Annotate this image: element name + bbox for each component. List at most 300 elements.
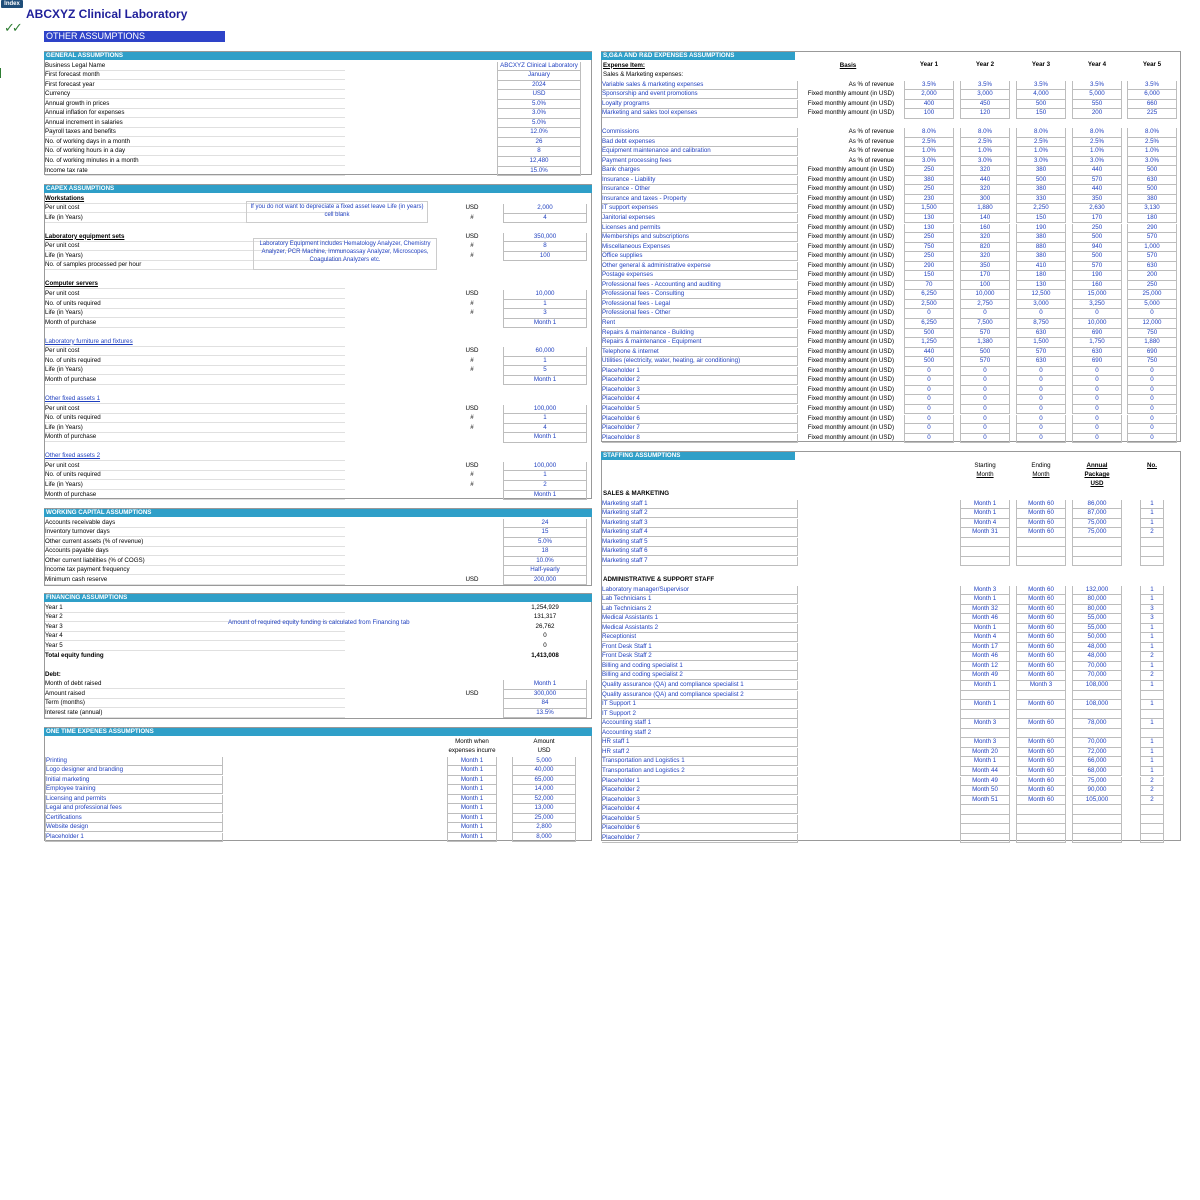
capex-value[interactable]: 100,000 [503, 405, 587, 415]
sga-year-value[interactable]: 180 [1127, 214, 1177, 224]
sga-year-value[interactable]: 0 [1127, 395, 1177, 405]
sga-year-value[interactable]: 6,250 [904, 319, 954, 329]
staff-start[interactable]: Month 17 [960, 643, 1010, 653]
sga-year-value[interactable]: 0 [904, 434, 954, 444]
staff-start[interactable] [960, 805, 1010, 815]
working-capital-value[interactable]: 18 [503, 547, 587, 557]
staff-start[interactable]: Month 20 [960, 748, 1010, 758]
capex-value[interactable]: 4 [503, 424, 587, 434]
sga-year-value[interactable]: 380 [1016, 252, 1066, 262]
staff-start[interactable] [960, 824, 1010, 834]
staff-start[interactable]: Month 1 [960, 509, 1010, 519]
staff-start[interactable]: Month 51 [960, 796, 1010, 806]
staff-count[interactable] [1140, 710, 1164, 720]
staff-package[interactable]: 78,000 [1072, 719, 1122, 729]
sga-year-value[interactable]: 3,130 [1127, 204, 1177, 214]
sga-year-value[interactable]: 0 [904, 309, 954, 319]
staff-count[interactable] [1140, 691, 1164, 701]
staff-end[interactable]: Month 60 [1016, 519, 1066, 529]
staff-count[interactable] [1140, 815, 1164, 825]
staff-count[interactable] [1140, 547, 1164, 557]
sga-year-value[interactable]: 570 [1072, 176, 1122, 186]
staff-end[interactable]: Month 60 [1016, 614, 1066, 624]
sga-year-value[interactable]: 380 [1016, 166, 1066, 176]
sga-year-value[interactable]: 3.5% [904, 81, 954, 91]
sga-year-value[interactable]: 0 [904, 376, 954, 386]
staff-count[interactable]: 3 [1140, 605, 1164, 615]
working-capital-value[interactable]: 200,000 [503, 576, 587, 586]
sga-year-value[interactable]: 570 [1072, 262, 1122, 272]
staff-count[interactable] [1140, 824, 1164, 834]
staff-count[interactable]: 1 [1140, 509, 1164, 519]
staff-count[interactable]: 1 [1140, 719, 1164, 729]
staff-end[interactable]: Month 60 [1016, 738, 1066, 748]
sga-year-value[interactable]: 0 [960, 415, 1010, 425]
staff-end[interactable]: Month 3 [1016, 681, 1066, 691]
sga-year-value[interactable]: 0 [1127, 309, 1177, 319]
sga-year-value[interactable]: 630 [1127, 176, 1177, 186]
staff-end[interactable] [1016, 547, 1066, 557]
sga-year-value[interactable]: 1,880 [960, 204, 1010, 214]
sga-year-value[interactable]: 250 [1127, 281, 1177, 291]
sga-year-value[interactable]: 0 [904, 405, 954, 415]
staff-start[interactable]: Month 12 [960, 662, 1010, 672]
staff-count[interactable]: 1 [1140, 738, 1164, 748]
staff-start[interactable] [960, 538, 1010, 548]
one-time-month[interactable]: Month 1 [447, 766, 497, 776]
sga-year-value[interactable]: 0 [1016, 405, 1066, 415]
one-time-month[interactable]: Month 1 [447, 795, 497, 805]
sga-year-value[interactable]: 0 [1072, 415, 1122, 425]
sga-year-value[interactable]: 1.0% [1127, 147, 1177, 157]
capex-value[interactable]: 1 [503, 357, 587, 367]
general-value[interactable]: 8 [497, 147, 581, 157]
staff-start[interactable]: Month 49 [960, 671, 1010, 681]
sga-year-value[interactable]: 1,880 [1127, 338, 1177, 348]
debt-value[interactable]: 84 [503, 699, 587, 709]
staff-package[interactable]: 75,000 [1072, 777, 1122, 787]
sga-year-value[interactable]: 380 [1127, 195, 1177, 205]
sga-year-value[interactable]: 0 [960, 367, 1010, 377]
sga-year-value[interactable]: 1,500 [904, 204, 954, 214]
sga-year-value[interactable]: 0 [1016, 434, 1066, 444]
sga-year-value[interactable]: 500 [904, 357, 954, 367]
sga-year-value[interactable]: 12,000 [1127, 319, 1177, 329]
sga-year-value[interactable]: 8.0% [1072, 128, 1122, 138]
sga-year-value[interactable]: 400 [904, 100, 954, 110]
one-time-month[interactable]: Month 1 [447, 804, 497, 814]
staff-count[interactable] [1140, 729, 1164, 739]
sga-year-value[interactable]: 2.5% [1016, 138, 1066, 148]
staff-package[interactable] [1072, 691, 1122, 701]
sga-year-value[interactable]: 630 [1127, 262, 1177, 272]
sga-year-value[interactable]: 3,000 [1016, 300, 1066, 310]
capex-value[interactable]: 2 [503, 481, 587, 491]
sga-year-value[interactable]: 0 [1072, 386, 1122, 396]
staff-end[interactable]: Month 60 [1016, 757, 1066, 767]
staff-package[interactable]: 80,000 [1072, 605, 1122, 615]
staff-end[interactable]: Month 60 [1016, 643, 1066, 653]
sga-year-value[interactable]: 0 [1016, 376, 1066, 386]
capex-value[interactable]: 100 [503, 252, 587, 262]
debt-value[interactable]: 13.5% [503, 709, 587, 719]
sga-year-value[interactable]: 120 [960, 109, 1010, 119]
sga-year-value[interactable]: 500 [960, 348, 1010, 358]
sga-year-value[interactable]: 140 [960, 214, 1010, 224]
staff-package[interactable] [1072, 824, 1122, 834]
sga-year-value[interactable]: 570 [1127, 252, 1177, 262]
sga-year-value[interactable]: 3.0% [904, 157, 954, 167]
general-value[interactable]: 12,480 [497, 157, 581, 167]
sga-year-value[interactable]: 3,250 [1072, 300, 1122, 310]
general-value[interactable]: January [497, 71, 581, 81]
staff-package[interactable]: 70,000 [1072, 671, 1122, 681]
staff-package[interactable]: 68,000 [1072, 767, 1122, 777]
staff-end[interactable] [1016, 538, 1066, 548]
staff-package[interactable] [1072, 834, 1122, 844]
staff-count[interactable]: 2 [1140, 671, 1164, 681]
sga-year-value[interactable]: 690 [1127, 348, 1177, 358]
sga-year-value[interactable]: 0 [960, 395, 1010, 405]
staff-package[interactable]: 75,000 [1072, 528, 1122, 538]
staff-end[interactable]: Month 60 [1016, 652, 1066, 662]
sga-year-value[interactable]: 570 [1127, 233, 1177, 243]
staff-start[interactable]: Month 3 [960, 719, 1010, 729]
sga-year-value[interactable]: 820 [960, 243, 1010, 253]
staff-end[interactable] [1016, 557, 1066, 567]
general-value[interactable]: ABCXYZ Clinical Laboratory [497, 62, 581, 72]
staff-package[interactable]: 105,000 [1072, 796, 1122, 806]
sga-year-value[interactable]: 170 [960, 271, 1010, 281]
sga-year-value[interactable]: 0 [1072, 395, 1122, 405]
sga-year-value[interactable]: 440 [1072, 185, 1122, 195]
sga-year-value[interactable]: 380 [1016, 233, 1066, 243]
staff-start[interactable]: Month 1 [960, 500, 1010, 510]
sga-year-value[interactable]: 2.5% [1127, 138, 1177, 148]
sga-year-value[interactable]: 0 [1016, 424, 1066, 434]
staff-end[interactable] [1016, 834, 1066, 844]
sga-year-value[interactable]: 3.5% [1072, 81, 1122, 91]
sga-year-value[interactable]: 150 [1016, 214, 1066, 224]
sga-year-value[interactable]: 690 [1072, 357, 1122, 367]
capex-value[interactable]: 1 [503, 300, 587, 310]
general-value[interactable]: 15.0% [497, 167, 581, 177]
staff-end[interactable]: Month 60 [1016, 662, 1066, 672]
sga-year-value[interactable]: 0 [904, 415, 954, 425]
staff-end[interactable]: Month 60 [1016, 605, 1066, 615]
staff-start[interactable]: Month 1 [960, 757, 1010, 767]
sga-year-value[interactable]: 0 [904, 395, 954, 405]
staff-start[interactable] [960, 557, 1010, 567]
sga-year-value[interactable]: 0 [1072, 424, 1122, 434]
sga-year-value[interactable]: 5,000 [1072, 90, 1122, 100]
staff-end[interactable] [1016, 805, 1066, 815]
sga-year-value[interactable]: 0 [1072, 434, 1122, 444]
sga-year-value[interactable]: 130 [904, 214, 954, 224]
sga-year-value[interactable]: 3.0% [960, 157, 1010, 167]
sga-year-value[interactable]: 500 [1016, 100, 1066, 110]
staff-package[interactable] [1072, 547, 1122, 557]
staff-count[interactable] [1140, 557, 1164, 567]
sga-year-value[interactable]: 0 [904, 367, 954, 377]
sga-year-value[interactable]: 0 [1127, 405, 1177, 415]
staff-package[interactable]: 87,000 [1072, 509, 1122, 519]
sga-year-value[interactable]: 100 [960, 281, 1010, 291]
sga-year-value[interactable]: 0 [1072, 376, 1122, 386]
sga-year-value[interactable]: 250 [904, 185, 954, 195]
sga-year-value[interactable]: 660 [1127, 100, 1177, 110]
sga-year-value[interactable]: 500 [1127, 185, 1177, 195]
staff-end[interactable]: Month 60 [1016, 528, 1066, 538]
sga-year-value[interactable]: 380 [904, 176, 954, 186]
one-time-amount[interactable]: 40,000 [512, 766, 576, 776]
sga-year-value[interactable]: 150 [1016, 109, 1066, 119]
sga-year-value[interactable]: 15,000 [1072, 290, 1122, 300]
sga-year-value[interactable]: 500 [1016, 176, 1066, 186]
sga-year-value[interactable]: 500 [1072, 252, 1122, 262]
staff-package[interactable]: 50,000 [1072, 633, 1122, 643]
one-time-amount[interactable]: 25,000 [512, 814, 576, 824]
capex-value[interactable]: 2,000 [503, 204, 587, 214]
sga-year-value[interactable]: 320 [960, 252, 1010, 262]
staff-start[interactable] [960, 729, 1010, 739]
sga-year-value[interactable]: 1.0% [1072, 147, 1122, 157]
sga-year-value[interactable]: 250 [904, 166, 954, 176]
staff-count[interactable]: 1 [1140, 748, 1164, 758]
staff-package[interactable]: 108,000 [1072, 681, 1122, 691]
staff-end[interactable]: Month 60 [1016, 500, 1066, 510]
sga-year-value[interactable]: 150 [904, 271, 954, 281]
staff-end[interactable]: Month 60 [1016, 671, 1066, 681]
sga-year-value[interactable]: 380 [1016, 185, 1066, 195]
staff-count[interactable] [1140, 834, 1164, 844]
sga-year-value[interactable]: 180 [1016, 271, 1066, 281]
sga-year-value[interactable]: 0 [1127, 386, 1177, 396]
sga-year-value[interactable]: 0 [1016, 386, 1066, 396]
sga-year-value[interactable]: 3.5% [1127, 81, 1177, 91]
staff-count[interactable]: 1 [1140, 595, 1164, 605]
sga-year-value[interactable]: 200 [1127, 271, 1177, 281]
staff-package[interactable]: 108,000 [1072, 700, 1122, 710]
sga-year-value[interactable]: 290 [904, 262, 954, 272]
one-time-amount[interactable]: 52,000 [512, 795, 576, 805]
debt-value[interactable]: Month 1 [503, 680, 587, 690]
staff-package[interactable]: 75,000 [1072, 519, 1122, 529]
capex-value[interactable]: 4 [503, 214, 587, 224]
sga-year-value[interactable]: 500 [1072, 233, 1122, 243]
staff-count[interactable] [1140, 805, 1164, 815]
staff-end[interactable]: Month 60 [1016, 719, 1066, 729]
one-time-amount[interactable]: 13,000 [512, 804, 576, 814]
staff-end[interactable]: Month 60 [1016, 624, 1066, 634]
general-value[interactable]: 12.0% [497, 128, 581, 138]
staff-start[interactable]: Month 50 [960, 786, 1010, 796]
sga-year-value[interactable]: 1.0% [904, 147, 954, 157]
sga-year-value[interactable]: 3.0% [1127, 157, 1177, 167]
one-time-month[interactable]: Month 1 [447, 833, 497, 843]
capex-value[interactable]: Month 1 [503, 319, 587, 329]
staff-count[interactable]: 1 [1140, 643, 1164, 653]
sga-year-value[interactable]: 880 [1016, 243, 1066, 253]
staff-end[interactable]: Month 60 [1016, 767, 1066, 777]
sga-year-value[interactable]: 3.5% [960, 81, 1010, 91]
sga-year-value[interactable]: 440 [904, 348, 954, 358]
staff-package[interactable]: 72,000 [1072, 748, 1122, 758]
general-value[interactable]: 2024 [497, 81, 581, 91]
staff-end[interactable]: Month 60 [1016, 786, 1066, 796]
sga-year-value[interactable]: 160 [1072, 281, 1122, 291]
staff-package[interactable] [1072, 538, 1122, 548]
one-time-amount[interactable]: 14,000 [512, 785, 576, 795]
staff-start[interactable]: Month 3 [960, 738, 1010, 748]
one-time-amount[interactable]: 8,000 [512, 833, 576, 843]
staff-end[interactable] [1016, 710, 1066, 720]
sga-year-value[interactable]: 6,250 [904, 290, 954, 300]
sga-year-value[interactable]: 3.5% [1016, 81, 1066, 91]
sga-year-value[interactable]: 350 [960, 262, 1010, 272]
sga-year-value[interactable]: 6,000 [1127, 90, 1177, 100]
sga-year-value[interactable]: 160 [960, 224, 1010, 234]
sga-year-value[interactable]: 8.0% [904, 128, 954, 138]
staff-start[interactable]: Month 1 [960, 700, 1010, 710]
staff-package[interactable]: 132,000 [1072, 586, 1122, 596]
staff-end[interactable]: Month 60 [1016, 586, 1066, 596]
staff-end[interactable]: Month 60 [1016, 509, 1066, 519]
sga-year-value[interactable]: 0 [1016, 415, 1066, 425]
sga-year-value[interactable]: 0 [960, 386, 1010, 396]
sga-year-value[interactable]: 500 [1127, 166, 1177, 176]
sga-year-value[interactable]: 1.0% [960, 147, 1010, 157]
staff-count[interactable]: 2 [1140, 786, 1164, 796]
staff-count[interactable]: 2 [1140, 652, 1164, 662]
index-tab[interactable]: Index [1, 0, 23, 8]
staff-package[interactable]: 86,000 [1072, 500, 1122, 510]
sga-year-value[interactable]: 7,500 [960, 319, 1010, 329]
capex-value[interactable]: 60,000 [503, 347, 587, 357]
sga-year-value[interactable]: 350 [1072, 195, 1122, 205]
capex-value[interactable]: Month 1 [503, 491, 587, 501]
staff-start[interactable]: Month 1 [960, 595, 1010, 605]
sga-year-value[interactable]: 2,750 [960, 300, 1010, 310]
capex-value[interactable]: 3 [503, 309, 587, 319]
working-capital-value[interactable]: Half-yearly [503, 566, 587, 576]
staff-start[interactable] [960, 710, 1010, 720]
sga-year-value[interactable]: 1,250 [904, 338, 954, 348]
staff-end[interactable]: Month 60 [1016, 633, 1066, 643]
sga-year-value[interactable]: 320 [960, 233, 1010, 243]
staff-start[interactable] [960, 815, 1010, 825]
sga-year-value[interactable]: 0 [960, 424, 1010, 434]
staff-count[interactable]: 1 [1140, 700, 1164, 710]
general-value[interactable]: 26 [497, 138, 581, 148]
staff-package[interactable]: 48,000 [1072, 652, 1122, 662]
sga-year-value[interactable]: 0 [1016, 367, 1066, 377]
staff-count[interactable]: 1 [1140, 519, 1164, 529]
staff-count[interactable]: 1 [1140, 662, 1164, 672]
staff-package[interactable] [1072, 805, 1122, 815]
staff-start[interactable]: Month 31 [960, 528, 1010, 538]
staff-start[interactable] [960, 547, 1010, 557]
sga-year-value[interactable]: 0 [1016, 309, 1066, 319]
sga-year-value[interactable]: 0 [1127, 434, 1177, 444]
capex-value[interactable]: 5 [503, 366, 587, 376]
sga-year-value[interactable]: 130 [1016, 281, 1066, 291]
staff-end[interactable] [1016, 729, 1066, 739]
staff-count[interactable]: 2 [1140, 777, 1164, 787]
sga-year-value[interactable]: 0 [1127, 424, 1177, 434]
staff-end[interactable] [1016, 691, 1066, 701]
sga-year-value[interactable]: 0 [960, 405, 1010, 415]
sga-year-value[interactable]: 3,000 [960, 90, 1010, 100]
sga-year-value[interactable]: 320 [960, 185, 1010, 195]
staff-package[interactable]: 48,000 [1072, 643, 1122, 653]
sga-year-value[interactable]: 0 [960, 434, 1010, 444]
staff-package[interactable] [1072, 729, 1122, 739]
capex-value[interactable]: 350,000 [503, 233, 587, 243]
capex-value[interactable]: Month 1 [503, 376, 587, 386]
sga-year-value[interactable]: 0 [904, 424, 954, 434]
sga-year-value[interactable]: 410 [1016, 262, 1066, 272]
staff-count[interactable]: 2 [1140, 528, 1164, 538]
sga-year-value[interactable]: 440 [960, 176, 1010, 186]
staff-package[interactable]: 55,000 [1072, 624, 1122, 634]
sga-year-value[interactable]: 570 [960, 329, 1010, 339]
staff-package[interactable]: 66,000 [1072, 757, 1122, 767]
capex-value[interactable]: Month 1 [503, 433, 587, 443]
sga-year-value[interactable]: 170 [1072, 214, 1122, 224]
sga-year-value[interactable]: 190 [1016, 224, 1066, 234]
sga-year-value[interactable]: 2.5% [904, 138, 954, 148]
staff-start[interactable]: Month 3 [960, 586, 1010, 596]
sga-year-value[interactable]: 0 [1127, 415, 1177, 425]
staff-package[interactable] [1072, 557, 1122, 567]
sga-year-value[interactable]: 2,630 [1072, 204, 1122, 214]
sga-year-value[interactable]: 1,750 [1072, 338, 1122, 348]
sga-year-value[interactable]: 70 [904, 281, 954, 291]
sga-year-value[interactable]: 100 [904, 109, 954, 119]
staff-start[interactable]: Month 46 [960, 652, 1010, 662]
staff-package[interactable]: 70,000 [1072, 662, 1122, 672]
sga-year-value[interactable]: 570 [960, 357, 1010, 367]
sga-year-value[interactable]: 0 [960, 309, 1010, 319]
sga-year-value[interactable]: 5,000 [1127, 300, 1177, 310]
sga-year-value[interactable]: 500 [904, 329, 954, 339]
general-value[interactable]: 3.0% [497, 109, 581, 119]
staff-start[interactable] [960, 834, 1010, 844]
capex-value[interactable]: 8 [503, 242, 587, 252]
sga-year-value[interactable]: 450 [960, 100, 1010, 110]
sga-year-value[interactable]: 0 [1127, 367, 1177, 377]
staff-count[interactable]: 1 [1140, 681, 1164, 691]
sga-year-value[interactable]: 0 [1072, 367, 1122, 377]
staff-package[interactable]: 80,000 [1072, 595, 1122, 605]
staff-end[interactable]: Month 60 [1016, 748, 1066, 758]
sga-year-value[interactable]: 750 [1127, 357, 1177, 367]
capex-value[interactable]: 1 [503, 414, 587, 424]
sga-year-value[interactable]: 250 [904, 252, 954, 262]
sga-year-value[interactable]: 330 [1016, 195, 1066, 205]
staff-end[interactable]: Month 60 [1016, 595, 1066, 605]
sga-year-value[interactable]: 250 [1072, 224, 1122, 234]
one-time-month[interactable]: Month 1 [447, 757, 497, 767]
staff-package[interactable] [1072, 710, 1122, 720]
sga-year-value[interactable]: 10,000 [1072, 319, 1122, 329]
one-time-month[interactable]: Month 1 [447, 776, 497, 786]
general-value[interactable]: 5.0% [497, 100, 581, 110]
sga-year-value[interactable]: 630 [1072, 348, 1122, 358]
staff-end[interactable]: Month 60 [1016, 796, 1066, 806]
sga-year-value[interactable]: 0 [1127, 376, 1177, 386]
